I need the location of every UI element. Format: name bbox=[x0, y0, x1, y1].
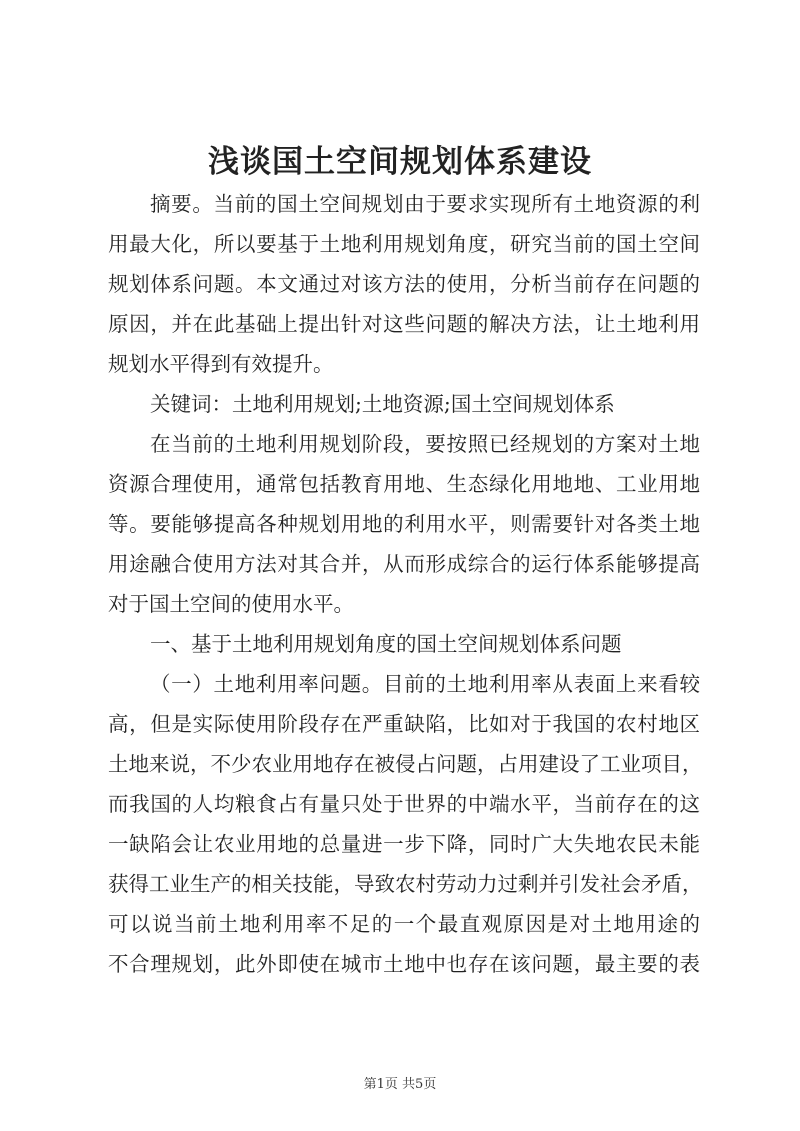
text-line: 用最大化，所以要基于土地利用规划角度，研究当前的国土空间 bbox=[108, 232, 700, 256]
text-line: 等。要能够提高各种规划用地的利用水平，则需要针对各类土地 bbox=[108, 512, 700, 536]
document-title: 浅谈国土空间规划体系建设 bbox=[208, 144, 592, 180]
text-line: 原因，并在此基础上提出针对这些问题的解决方法，让土地利用 bbox=[108, 312, 700, 336]
paragraph bbox=[108, 184, 700, 384]
paragraph bbox=[108, 384, 700, 424]
text-line: 资源合理使用，通常包括教育用地、生态绿化用地地、工业用地 bbox=[108, 472, 700, 496]
text-line: 高，但是实际使用阶段存在严重缺陷，比如对于我国的农村地区 bbox=[108, 712, 700, 736]
text-line: 土地来说，不少农业用地存在被侵占问题，占用建设了工业项目， bbox=[108, 752, 703, 776]
text-line: 获得工业生产的相关技能，导致农村劳动力过剩并引发社会矛盾， bbox=[108, 872, 703, 896]
page-footer: 第1页 共5页 bbox=[363, 1077, 437, 1092]
text-line: 在当前的土地利用规划阶段，要按照已经规划的方案对土地 bbox=[150, 432, 700, 456]
text-line: 不合理规划，此外即使在城市土地中也存在该问题，最主要的表 bbox=[108, 952, 700, 976]
text-line: 对于国土空间的使用水平。 bbox=[108, 592, 354, 616]
text-line: （一）土地利用率问题。目前的土地利用率从表面上来看较 bbox=[150, 672, 700, 696]
paragraph bbox=[108, 424, 700, 624]
text-line: 用途融合使用方法对其合并，从而形成综合的运行体系能够提高 bbox=[108, 552, 700, 576]
text-line: 一、基于土地利用规划角度的国土空间规划体系问题 bbox=[150, 632, 622, 656]
text-line: 关键词：土地利用规划;土地资源;国土空间规划体系 bbox=[150, 392, 615, 416]
document-body bbox=[108, 184, 703, 984]
text-line: 一缺陷会让农业用地的总量进一步下降，同时广大失地农民未能 bbox=[108, 832, 700, 856]
text-line: 规划体系问题。本文通过对该方法的使用，分析当前存在问题的 bbox=[108, 272, 700, 296]
text-line: 可以说当前土地利用率不足的一个最直观原因是对土地用途的 bbox=[108, 912, 700, 936]
paragraph bbox=[108, 664, 703, 984]
paragraph bbox=[108, 624, 700, 664]
text-line: 摘要。当前的国土空间规划由于要求实现所有土地资源的利 bbox=[150, 192, 700, 216]
text-line: 而我国的人均粮食占有量只处于世界的中端水平，当前存在的这 bbox=[108, 792, 700, 816]
text-line: 规划水平得到有效提升。 bbox=[108, 352, 334, 376]
